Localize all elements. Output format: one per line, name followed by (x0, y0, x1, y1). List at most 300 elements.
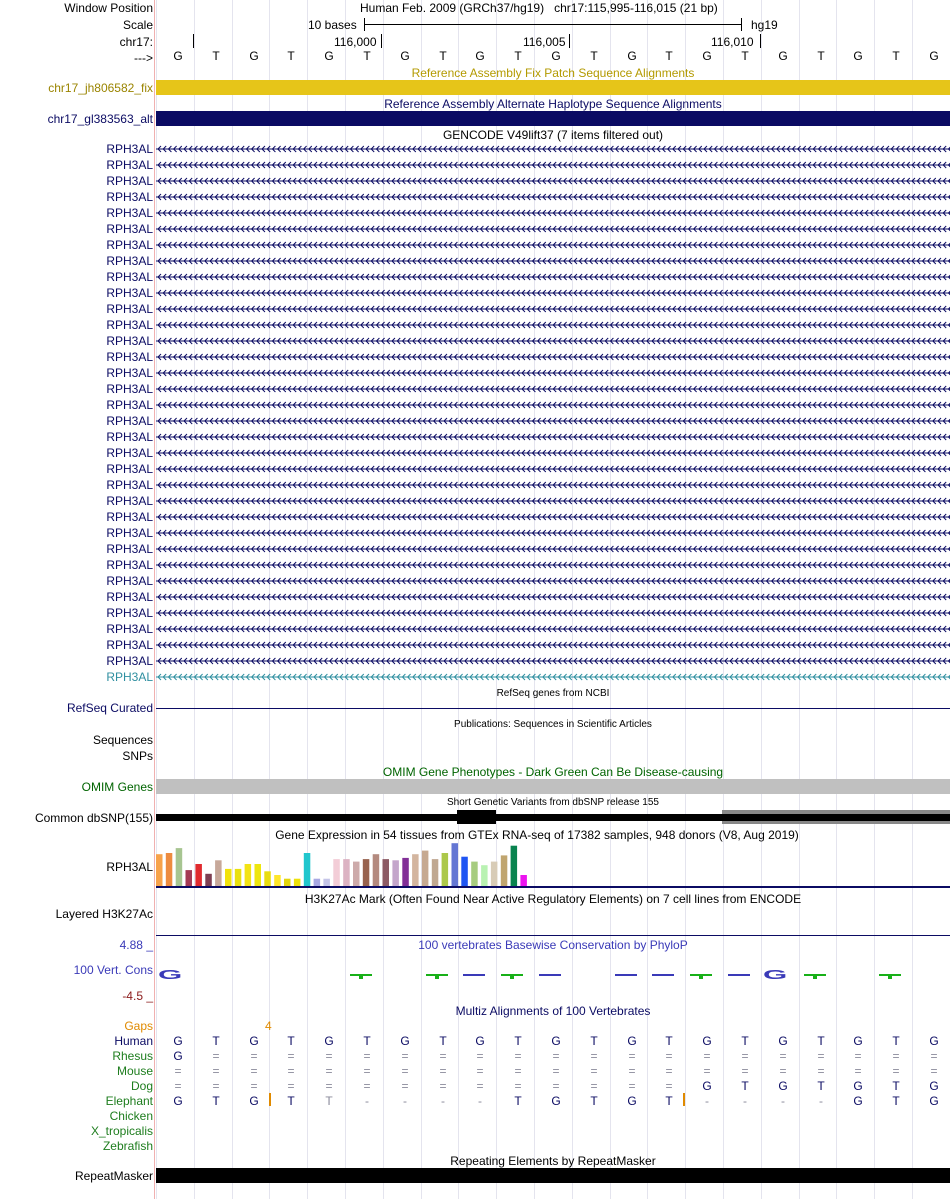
species-label[interactable]: Chicken (109, 1109, 153, 1123)
aligned-base: = (665, 1064, 673, 1078)
gencode-item-label[interactable]: RPH3AL (106, 270, 153, 284)
base-letter[interactable]: G (778, 49, 788, 63)
base-letter[interactable]: G (173, 49, 183, 63)
gtex-tissue-bar[interactable] (353, 862, 360, 886)
aligned-base: = (779, 1064, 787, 1078)
gencode-transcript[interactable] (156, 208, 950, 218)
aligned-base: G (324, 1034, 334, 1048)
gtex-tissue-bar[interactable] (392, 860, 399, 886)
gencode-transcript[interactable] (156, 448, 950, 458)
aligned-base: = (325, 1049, 333, 1063)
window-position-label: Window Position (64, 1, 153, 15)
aligned-base: G (551, 1094, 561, 1108)
gencode-item-label[interactable]: RPH3AL (106, 318, 153, 332)
publications-track-title: Publications: Sequences in Scientific Articles (454, 719, 652, 730)
ruler-tick-label: 116,000 (334, 35, 377, 49)
gtex-tissue-bar[interactable] (284, 879, 291, 886)
alt-hap-label[interactable]: chr17_gl383563_alt (47, 112, 153, 126)
aligned-base: = (174, 1064, 182, 1078)
species-label[interactable]: Rhesus (112, 1049, 153, 1063)
h3k27ac-baseline (156, 935, 950, 936)
species-label[interactable]: X_tropicalis (90, 1124, 153, 1138)
dbsnp-feature-line[interactable] (156, 814, 950, 821)
phylop-score-mark (615, 974, 637, 976)
base-letter[interactable]: T (590, 49, 598, 63)
scale-bar (364, 24, 741, 25)
gap-count: 4 (265, 1019, 272, 1033)
aligned-base: G (702, 1034, 712, 1048)
gtex-gene-label[interactable]: RPH3AL (106, 860, 153, 874)
gencode-transcript[interactable] (156, 368, 950, 378)
aligned-base: = (552, 1079, 560, 1093)
aligned-base: = (703, 1049, 711, 1063)
phylop-score-mark (463, 974, 485, 976)
phylop-score-mark (510, 974, 514, 979)
gtex-tissue-bar[interactable] (235, 869, 242, 886)
aligned-base: T (363, 1034, 371, 1048)
aligned-base: = (212, 1064, 220, 1078)
gtex-tissue-bar[interactable] (343, 859, 350, 886)
aligned-base: G (929, 1079, 939, 1093)
gtex-tissue-bar[interactable] (166, 853, 173, 886)
aligned-base: = (439, 1049, 447, 1063)
aligned-base: = (930, 1064, 938, 1078)
gtex-tissue-bar[interactable] (373, 854, 380, 886)
alt-hap-track-title: Reference Assembly Alternate Haplotype Sequence Alignments (384, 97, 722, 111)
aligned-base: = (892, 1049, 900, 1063)
gtex-tissue-bar[interactable] (323, 879, 330, 886)
aligned-base: T (817, 1034, 825, 1048)
gencode-transcript[interactable] (156, 304, 950, 314)
aligned-base: T (287, 1034, 295, 1048)
aligned-base: - (403, 1094, 407, 1108)
gtex-tissue-bar[interactable] (205, 874, 212, 886)
gencode-transcript[interactable] (156, 496, 950, 506)
aligned-base: = (628, 1079, 636, 1093)
phylop-max-label: 4.88 _ (119, 938, 153, 952)
fix-patch-track-title: Reference Assembly Fix Patch Sequence Alignments (411, 66, 695, 80)
gencode-item-label[interactable]: RPH3AL (106, 398, 153, 412)
aligned-base: = (287, 1079, 295, 1093)
h3k27ac-track-title: H3K27Ac Mark (Often Found Near Active Regulatory Elements) on 7 cell lines from ENCODE (304, 892, 802, 906)
species-label[interactable]: Mouse (116, 1064, 153, 1078)
phylop-min-label: -4.5 _ (122, 989, 153, 1003)
aligned-base: = (779, 1049, 787, 1063)
aligned-base: G (173, 1094, 183, 1108)
aligned-base: = (287, 1064, 295, 1078)
gencode-transcript[interactable] (156, 160, 950, 170)
assembly-short: hg19 (751, 18, 778, 32)
dbsnp-track-title: Short Genetic Variants from dbSNP release 155 (447, 797, 659, 808)
aligned-base: = (325, 1064, 333, 1078)
gencode-transcript[interactable] (156, 176, 950, 186)
gencode-item-label[interactable]: RPH3AL (106, 526, 153, 540)
assembly-title: Human Feb. 2009 (GRCh37/hg19) (360, 1, 545, 15)
dbsnp-block[interactable] (457, 810, 496, 824)
aligned-base: T (892, 1079, 900, 1093)
phylop-track-label[interactable]: 100 Vert. Cons (73, 963, 153, 977)
repeatmasker-bar[interactable] (156, 1168, 950, 1183)
aligned-base: = (817, 1064, 825, 1078)
base-letter[interactable]: G (324, 49, 334, 63)
base-letter[interactable]: T (287, 49, 295, 63)
gencode-item-label[interactable]: RPH3AL (106, 542, 153, 556)
gencode-item-label[interactable]: RPH3AL (106, 446, 153, 460)
repeatmasker-label[interactable]: RepeatMasker (74, 1169, 153, 1183)
aligned-base: = (212, 1079, 220, 1093)
fix-patch-bar[interactable] (156, 80, 950, 95)
aligned-base: - (478, 1094, 482, 1108)
species-label[interactable]: Dog (130, 1079, 153, 1093)
aligned-base: G (702, 1079, 712, 1093)
base-letter[interactable]: T (741, 49, 749, 63)
repeatmasker-track-title: Repeating Elements by RepeatMasker (450, 1154, 656, 1168)
aligned-base: = (514, 1079, 522, 1093)
species-label[interactable]: Human (114, 1034, 153, 1048)
gtex-bar-chart[interactable] (156, 840, 556, 890)
aligned-base: T (892, 1094, 900, 1108)
aligned-base: = (476, 1064, 484, 1078)
aligned-base: G (853, 1094, 863, 1108)
gencode-item-label[interactable]: RPH3AL (106, 494, 153, 508)
strand-arrow[interactable]: ---> (134, 51, 153, 65)
gtex-tissue-bar[interactable] (452, 843, 459, 886)
phylop-logo-letter: G (763, 967, 788, 982)
base-letter[interactable]: T (514, 49, 522, 63)
aligned-base: = (590, 1079, 598, 1093)
scale-bar-left-tick (364, 18, 365, 31)
gencode-transcript[interactable] (156, 624, 950, 634)
species-label[interactable]: Elephant (105, 1094, 153, 1108)
aligned-base: = (250, 1079, 258, 1093)
aligned-base: T (590, 1034, 598, 1048)
base-letter[interactable]: G (627, 49, 637, 63)
gencode-transcript[interactable] (156, 480, 950, 490)
aligned-base: = (401, 1064, 409, 1078)
gtex-tissue-bar[interactable] (511, 846, 517, 886)
omim-bar[interactable] (156, 779, 950, 794)
phylop-score-mark (728, 974, 750, 976)
base-letter[interactable]: T (892, 49, 900, 63)
aligned-base: G (929, 1034, 939, 1048)
alt-hap-bar[interactable] (156, 111, 950, 126)
base-letter[interactable]: G (551, 49, 561, 63)
base-letter[interactable]: T (817, 49, 825, 63)
aligned-base: - (705, 1094, 709, 1108)
aligned-base: = (439, 1064, 447, 1078)
base-letter[interactable]: T (665, 49, 673, 63)
gencode-transcript[interactable] (156, 240, 950, 250)
scale-text: 10 bases (308, 18, 357, 32)
base-letter[interactable]: T (363, 49, 371, 63)
aligned-base: = (665, 1079, 673, 1093)
gencode-transcript[interactable] (156, 608, 950, 618)
aligned-base: = (590, 1064, 598, 1078)
gtex-tissue-bar[interactable] (314, 879, 321, 886)
aligned-base: T (741, 1079, 749, 1093)
gtex-tissue-bar[interactable] (422, 851, 429, 886)
aligned-base: G (853, 1079, 863, 1093)
aligned-base: T (665, 1034, 673, 1048)
gencode-item-label[interactable]: RPH3AL (106, 190, 153, 204)
aligned-base: T (325, 1094, 333, 1108)
species-label[interactable]: Zebrafish (102, 1139, 153, 1153)
gencode-transcript[interactable] (156, 416, 950, 426)
phylop-score-mark (652, 974, 674, 976)
aligned-base: - (781, 1094, 785, 1108)
layered-h3k27ac-label[interactable]: Layered H3K27Ac (55, 907, 153, 921)
ruler-tick-label: 116,010 (711, 35, 754, 49)
ruler-tick (193, 34, 194, 48)
aligned-base: = (363, 1049, 371, 1063)
aligned-base: = (703, 1064, 711, 1078)
aligned-base: G (627, 1034, 637, 1048)
ruler-tick (569, 34, 570, 48)
gencode-transcript[interactable] (156, 656, 950, 666)
gencode-item-label[interactable]: RPH3AL (106, 654, 153, 668)
base-letter[interactable]: G (475, 49, 485, 63)
gtex-tissue-bar[interactable] (245, 864, 252, 886)
multiz-track-title: Multiz Alignments of 100 Vertebrates (455, 1004, 651, 1018)
gtex-tissue-bar[interactable] (520, 875, 527, 886)
gencode-transcript[interactable] (156, 256, 950, 266)
aligned-base: G (853, 1034, 863, 1048)
scale-label: Scale (122, 18, 153, 32)
aligned-base: = (854, 1064, 862, 1078)
gencode-item-label[interactable]: RPH3AL (106, 174, 153, 188)
aligned-base: G (249, 1094, 259, 1108)
phylop-score-mark (699, 974, 703, 979)
aligned-base: G (551, 1034, 561, 1048)
aligned-base: = (401, 1049, 409, 1063)
gtex-tissue-bar[interactable] (432, 859, 439, 886)
gencode-transcript[interactable] (156, 400, 950, 410)
base-letter[interactable]: G (249, 49, 259, 63)
aligned-base: = (892, 1064, 900, 1078)
aligned-base: = (741, 1064, 749, 1078)
aligned-base: = (476, 1079, 484, 1093)
aligned-base: - (441, 1094, 445, 1108)
ruler-tick (381, 34, 382, 48)
phylop-logo-letter: G (158, 967, 183, 982)
gencode-item-label[interactable]: RPH3AL (106, 286, 153, 300)
gencode-item-label[interactable]: RPH3AL (106, 558, 153, 572)
gencode-transcript[interactable] (156, 336, 950, 346)
aligned-base: = (287, 1049, 295, 1063)
aligned-base: = (628, 1064, 636, 1078)
refseq-gene-line[interactable] (156, 708, 950, 709)
aligned-base: G (173, 1049, 183, 1063)
phylop-track-title: 100 vertebrates Basewise Conservation by PhyloP (418, 938, 688, 952)
gtex-tissue-bar[interactable] (491, 862, 498, 886)
label-separator (154, 0, 155, 1199)
gencode-item-label[interactable]: RPH3AL (106, 414, 153, 428)
aligned-base: = (590, 1049, 598, 1063)
gtex-tissue-bar[interactable] (195, 864, 202, 886)
aligned-base: T (590, 1094, 598, 1108)
gencode-item-label[interactable]: RPH3AL (106, 206, 153, 220)
aligned-base: T (514, 1034, 522, 1048)
base-letter[interactable]: G (400, 49, 410, 63)
gtex-baseline (156, 886, 950, 888)
aligned-base: = (514, 1049, 522, 1063)
gtex-tissue-bar[interactable] (471, 862, 478, 886)
gencode-item-label[interactable]: RPH3AL (106, 638, 153, 652)
refseq-curated-label[interactable]: RefSeq Curated (66, 701, 153, 715)
gtex-tissue-bar[interactable] (402, 858, 409, 886)
aligned-base: G (778, 1034, 788, 1048)
aligned-base: = (401, 1079, 409, 1093)
aligned-base: = (476, 1049, 484, 1063)
gencode-item-label[interactable]: RPH3AL (106, 382, 153, 396)
gencode-transcript[interactable] (156, 288, 950, 298)
aligned-base: = (552, 1049, 560, 1063)
snps-label[interactable]: SNPs (122, 749, 153, 763)
gaps-label[interactable]: Gaps (124, 1019, 153, 1033)
gtex-tissue-bar[interactable] (481, 865, 488, 886)
gtex-tissue-bar[interactable] (294, 879, 301, 886)
common-dbsnp-label[interactable]: Common dbSNP(155) (34, 811, 153, 825)
gencode-item-label[interactable]: RPH3AL (106, 510, 153, 524)
aligned-base: G (400, 1034, 410, 1048)
phylop-score-mark (813, 974, 817, 979)
elephant-gap-marker (269, 1093, 271, 1106)
ruler-tick (760, 34, 761, 48)
gencode-item-label[interactable]: RPH3AL (106, 366, 153, 380)
sequences-label[interactable]: Sequences (92, 733, 153, 747)
gtex-tissue-bar[interactable] (363, 859, 370, 886)
aligned-base: T (514, 1094, 522, 1108)
gencode-track-title: GENCODE V49lift37 (7 items filtered out) (442, 128, 664, 142)
aligned-base: T (212, 1094, 220, 1108)
fix-patch-label[interactable]: chr17_jh806582_fix (48, 81, 153, 95)
gencode-item-label[interactable]: RPH3AL (106, 334, 153, 348)
gencode-transcript[interactable] (156, 672, 950, 682)
gencode-item-label[interactable]: RPH3AL (106, 350, 153, 364)
aligned-base: = (174, 1079, 182, 1093)
aligned-base: = (325, 1079, 333, 1093)
base-letter[interactable]: T (439, 49, 447, 63)
base-letter[interactable]: G (929, 49, 939, 63)
gtex-tissue-bar[interactable] (176, 848, 183, 886)
gencode-transcript[interactable] (156, 592, 950, 602)
gtex-tissue-bar[interactable] (442, 853, 449, 886)
gencode-item-label[interactable]: RPH3AL (106, 142, 153, 156)
gtex-tissue-bar[interactable] (225, 869, 232, 886)
gtex-tissue-bar[interactable] (274, 875, 281, 886)
gencode-transcript[interactable] (156, 384, 950, 394)
gencode-transcript[interactable] (156, 528, 950, 538)
gencode-item-label[interactable]: RPH3AL (106, 158, 153, 172)
window-position-text: chr17:115,995-116,015 (21 bp) (554, 1, 718, 15)
gtex-tissue-bar[interactable] (461, 857, 468, 886)
aligned-base: = (817, 1049, 825, 1063)
aligned-base: = (212, 1049, 220, 1063)
aligned-base: = (250, 1049, 258, 1063)
gencode-transcript[interactable] (156, 352, 950, 362)
aligned-base: G (627, 1094, 637, 1108)
gtex-track-title: Gene Expression in 54 tissues from GTEx RNA-seq of 17382 samples, 948 donors (V8, Aug 2019) (275, 828, 799, 842)
aligned-base: G (778, 1079, 788, 1093)
aligned-base: = (514, 1064, 522, 1078)
ruler-tick-label: 116,005 (523, 35, 566, 49)
ruler-title[interactable] (360, 1, 718, 15)
gencode-transcript[interactable] (156, 512, 950, 522)
gencode-transcript[interactable] (156, 224, 950, 234)
gencode-item-label[interactable]: RPH3AL (106, 430, 153, 444)
gtex-tissue-bar[interactable] (255, 864, 262, 886)
aligned-base: = (741, 1049, 749, 1063)
aligned-base: G (249, 1034, 259, 1048)
aligned-base: G (929, 1094, 939, 1108)
phylop-score-mark (435, 974, 439, 979)
base-letter[interactable]: G (702, 49, 712, 63)
omim-genes-label[interactable]: OMIM Genes (81, 780, 153, 794)
chrom-label: chr17: (119, 35, 153, 49)
gencode-item-label[interactable]: RPH3AL (106, 478, 153, 492)
gencode-transcript[interactable] (156, 272, 950, 282)
gencode-item-label[interactable]: RPH3AL (106, 462, 153, 476)
gencode-transcript[interactable] (156, 320, 950, 330)
gencode-item-label[interactable]: RPH3AL (106, 622, 153, 636)
base-letter[interactable]: G (853, 49, 863, 63)
phylop-score-mark (888, 974, 892, 979)
gtex-tissue-bar[interactable] (304, 853, 311, 886)
gtex-tissue-bar[interactable] (215, 860, 222, 886)
aligned-base: = (363, 1064, 371, 1078)
aligned-base: T (817, 1079, 825, 1093)
gencode-transcript[interactable] (156, 192, 950, 202)
base-letter[interactable]: T (212, 49, 220, 63)
gencode-item-label[interactable]: RPH3AL (106, 670, 153, 684)
aligned-base: T (665, 1094, 673, 1108)
aligned-base: = (439, 1079, 447, 1093)
gtex-tissue-bar[interactable] (501, 855, 508, 886)
gencode-item-label[interactable]: RPH3AL (106, 222, 153, 236)
gencode-item-label[interactable]: RPH3AL (106, 302, 153, 316)
gencode-transcript[interactable] (156, 144, 950, 154)
aligned-base: G (475, 1034, 485, 1048)
gencode-item-label[interactable]: RPH3AL (106, 606, 153, 620)
gencode-transcript[interactable] (156, 640, 950, 650)
gencode-transcript[interactable] (156, 464, 950, 474)
aligned-base: = (628, 1049, 636, 1063)
gencode-item-label[interactable]: RPH3AL (106, 254, 153, 268)
gencode-item-label[interactable]: RPH3AL (106, 574, 153, 588)
aligned-base: = (250, 1064, 258, 1078)
gencode-transcript[interactable] (156, 576, 950, 586)
phylop-score-mark (359, 974, 363, 979)
gtex-tissue-bar[interactable] (383, 859, 390, 886)
gencode-transcript[interactable] (156, 560, 950, 570)
gtex-tissue-bar[interactable] (333, 859, 340, 886)
gencode-item-label[interactable]: RPH3AL (106, 238, 153, 252)
aligned-base: = (552, 1064, 560, 1078)
aligned-base: = (665, 1049, 673, 1063)
gencode-item-label[interactable]: RPH3AL (106, 590, 153, 604)
gencode-transcript[interactable] (156, 544, 950, 554)
aligned-base: T (287, 1094, 295, 1108)
aligned-base: - (743, 1094, 747, 1108)
gtex-tissue-bar[interactable] (264, 871, 271, 886)
aligned-base: - (819, 1094, 823, 1108)
gtex-tissue-bar[interactable] (156, 854, 163, 886)
gtex-tissue-bar[interactable] (412, 854, 419, 886)
gencode-transcript[interactable] (156, 432, 950, 442)
gtex-tissue-bar[interactable] (186, 870, 193, 886)
aligned-base: G (173, 1034, 183, 1048)
aligned-base: - (365, 1094, 369, 1108)
